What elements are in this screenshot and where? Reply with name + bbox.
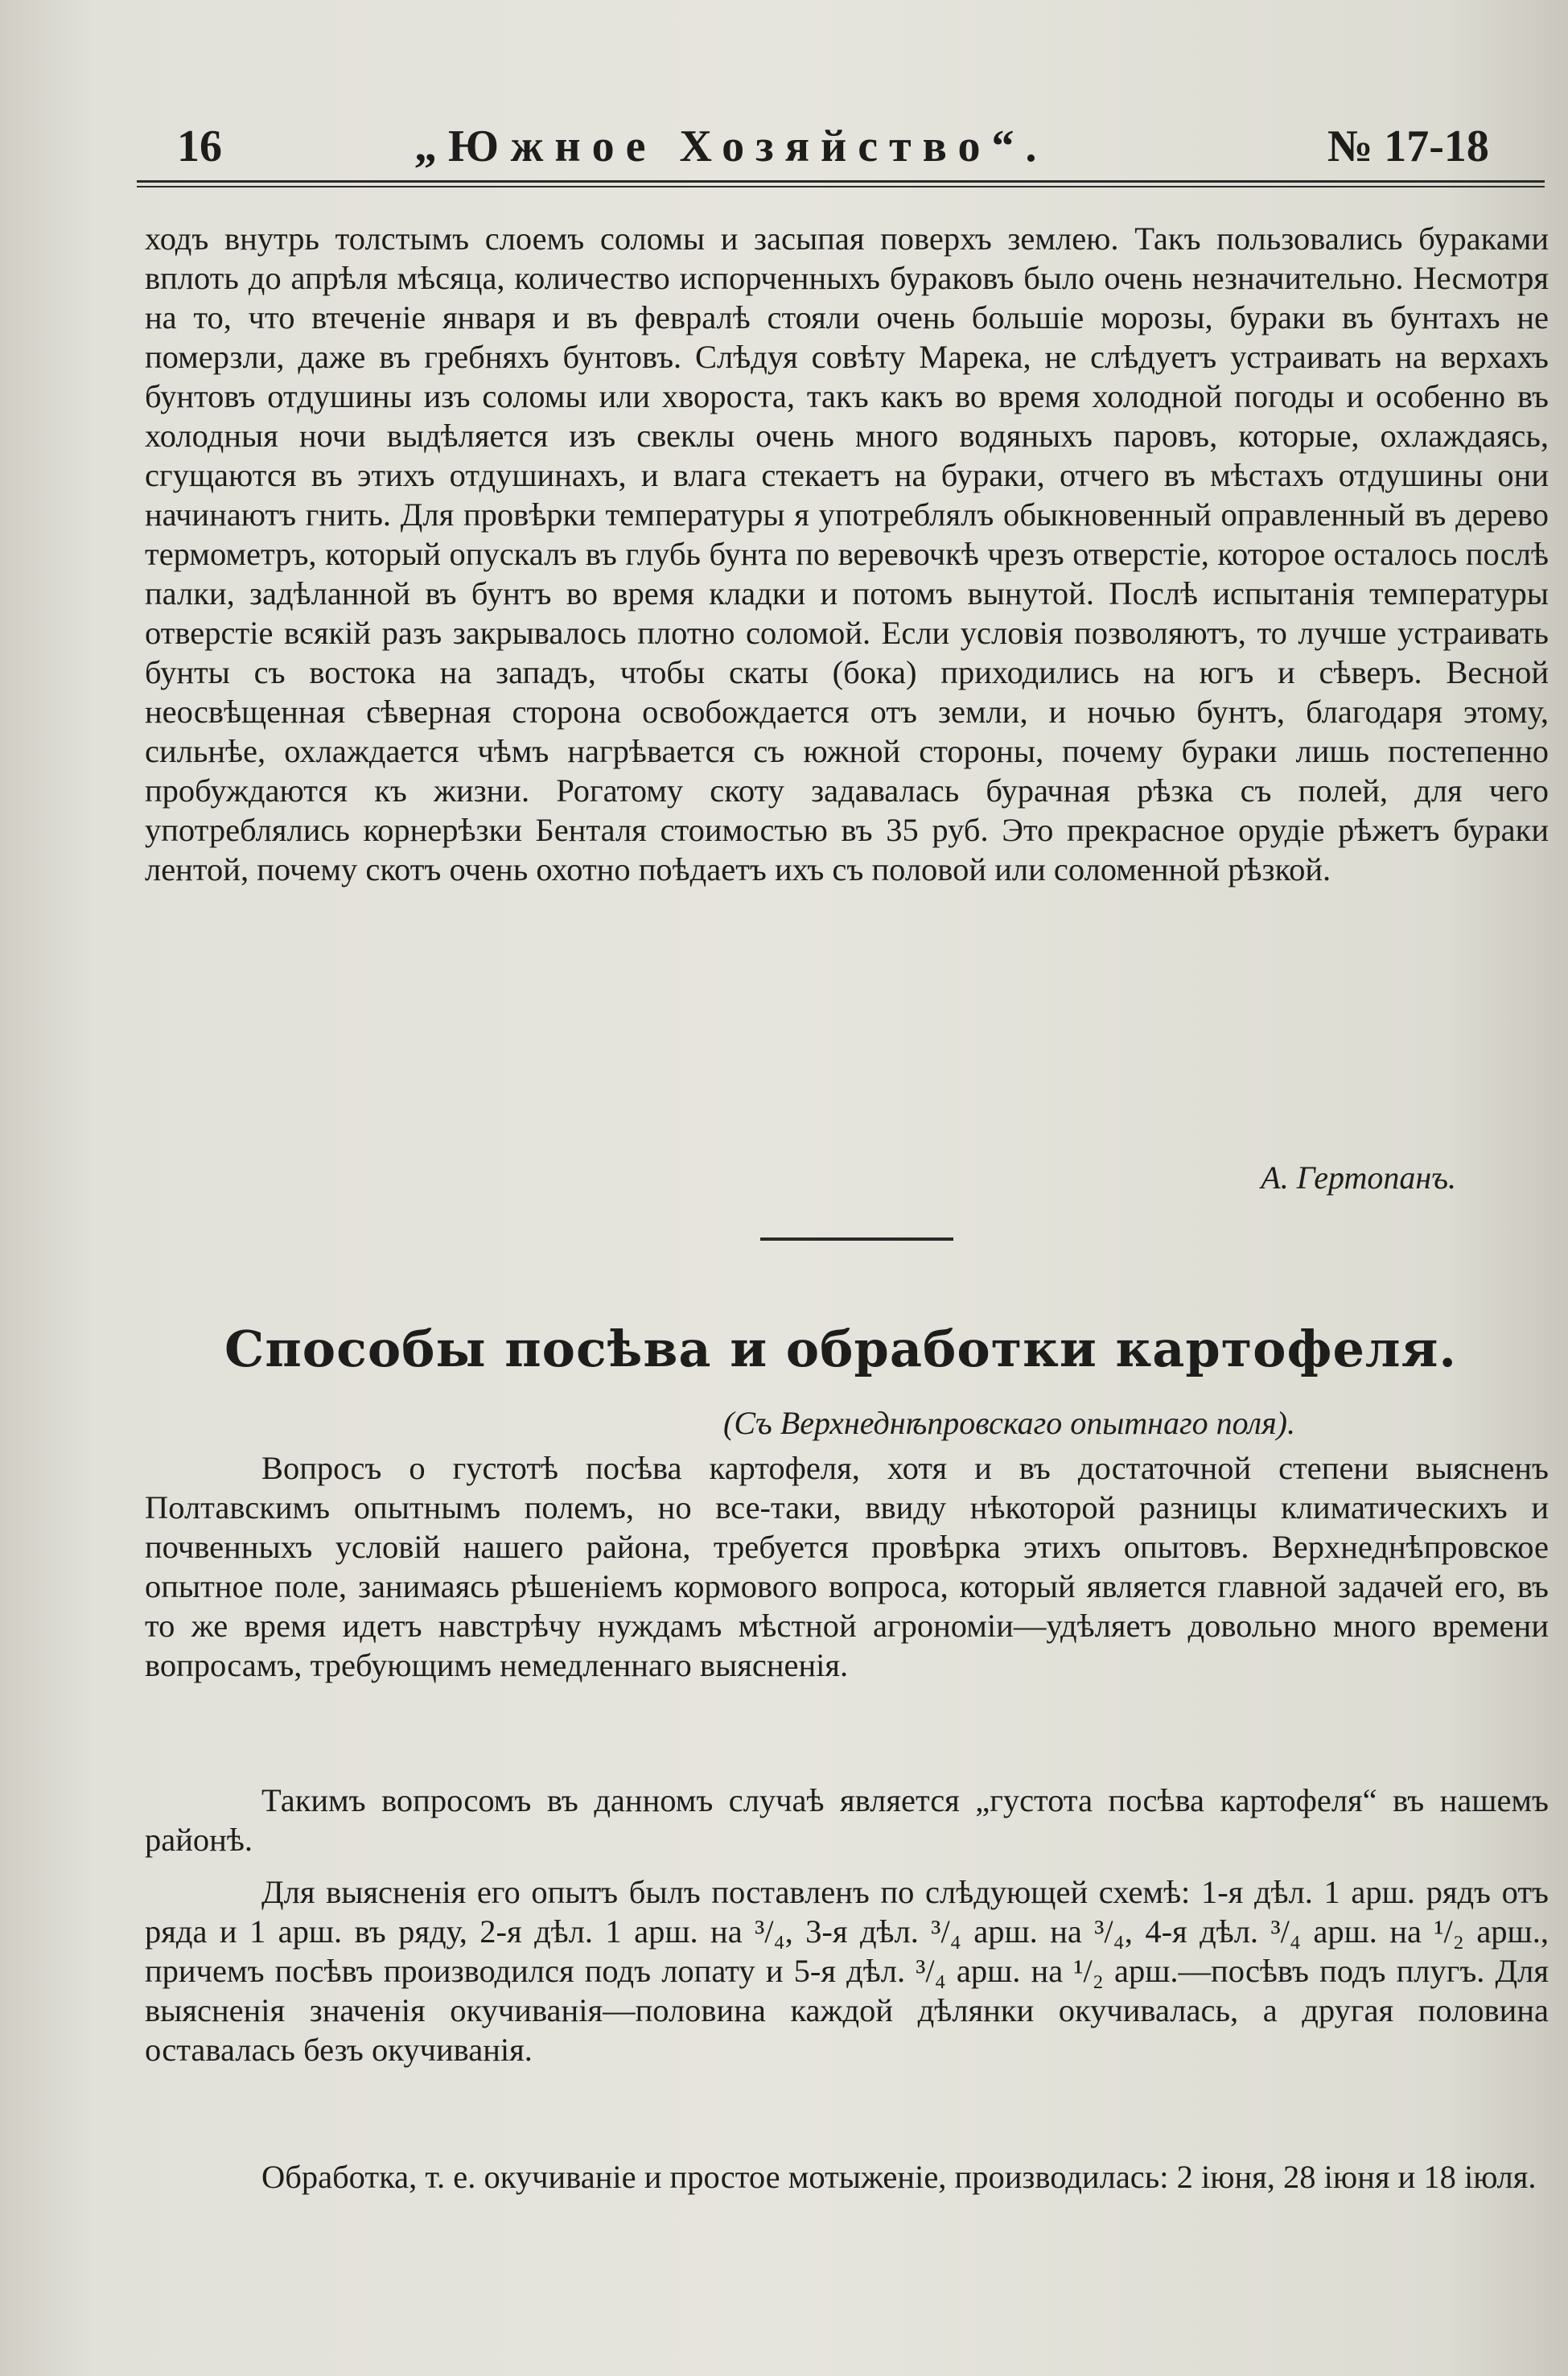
page-header — [137, 121, 1545, 177]
article2-title: Способы посѣва и обработки картофеля. — [224, 1320, 1457, 1378]
article2-paragraph: Для выясненія его опытъ былъ поставленъ по слѣдующей схемѣ: 1-я дѣл. 1 арш. рядъ отъ ряда и 1 арш. въ ряду, 2-я дѣл. 1 арш. на ³/₄, 3-я дѣл. ³/₄ арш. на ³/₄, 4-я дѣл. ³/₄ арш. на ¹/₂ арш., причемъ посѣвъ производился подъ лопату и 5-я дѣл. ³/₄ арш. на ¹/₂ арш.—посѣвъ подъ плугъ. Для выясненія значенія окучиванія—половина каждой дѣлянки окучивалась, а другая половина оставалась безъ окучиванія. — [145, 1874, 1549, 2068]
author-signature: А. Гертопанъ. — [1261, 1159, 1456, 1196]
issue-number: № 17-18 — [1327, 121, 1489, 171]
page-number: 16 — [177, 121, 222, 171]
article2-paragraph: Такимъ вопросомъ въ данномъ случаѣ является „густота посѣва картофеля“ въ нашемъ районѣ. — [145, 1782, 1549, 1858]
header-rule — [137, 180, 1545, 187]
article2-paragraph: Обработка, т. е. окучиваніе и простое мотыженіе, производилась: 2 іюня, 28 іюня и 18 іюля. — [261, 2159, 1537, 2195]
section-divider — [760, 1237, 953, 1241]
journal-title: „Южное Хозяйство“. — [414, 121, 1048, 171]
article2-subtitle: (Съ Верхнеднѣпровскаго опытнаго поля). — [723, 1405, 1295, 1441]
article2-paragraph: Вопросъ о густотѣ посѣва картофеля, хотя и въ достаточной степени выясненъ Полтавскимъ опытнымъ полемъ, но все-таки, ввиду нѣкоторой разницы климатическихъ и почвенныхъ условій нашего района, требуется провѣрка этихъ опытовъ. Верхнеднѣпровское опытное поле, занимаясь рѣшеніемъ кормового вопроса, который является главной задачей его, въ то же время идетъ навстрѣчу нуждамъ мѣстной агрономіи—удѣляетъ довольно много времени вопросамъ, требующимъ немедленнаго выясненія. — [145, 1450, 1549, 1683]
article1-text: ходъ внутрь толстымъ слоемъ соломы и засыпая поверхъ землею. Такъ пользовались бураками вплоть до апрѣля мѣсяца, количество испорченныхъ бураковъ было очень незначительно. Несмотря на то, что втеченіе января и въ февралѣ стояли очень большіе морозы, бураки въ бунтахъ не померзли, даже въ гребняхъ бунтовъ. Слѣдуя совѣту Марека, не слѣдуетъ устраивать на верхахъ бунтовъ отдушины изъ соломы или хвороста, такъ какъ во время холодной погоды и особенно въ холодныя ночи выдѣляется изъ свеклы очень много водяныхъ паровъ, которые, охлаждаясь, сгущаются въ этихъ отдушинахъ, и влага стекаетъ на бураки, отчего въ мѣстахъ отдушины они начинаютъ гнить. Для провѣрки температуры я употреблялъ обыкновенный оправленный въ дерево термометръ, который опускалъ въ глубь бунта по веревочкѣ чрезъ отверстіе, которое осталось послѣ палки, задѣланной въ бунтъ во время кладки и потомъ вынутой. Послѣ испытанія температуры отверстіе всякій разъ закрывалось плотно соломой. Если условія позволяютъ, то лучше устраивать бунты съ востока на западъ, чтобы скаты (бока) приходились на югъ и сѣверъ. Весной неосвѣщенная сѣверная сторона освобождается отъ земли, и ночью бунтъ, благодаря этому, сильнѣе, охлаждается чѣмъ нагрѣвается съ южной стороны, почему бураки лишь постепенно пробуждаются къ жизни. Рогатому скоту задавалась бурачная рѣзка съ полей, для чего употреблялись корнерѣзки Бенталя стоимостью въ 35 руб. Это прекрасное орудіе рѣжетъ бураки лентой, почему скотъ очень охотно поѣдаетъ ихъ съ половой или соломенной рѣзкой. — [145, 220, 1549, 887]
